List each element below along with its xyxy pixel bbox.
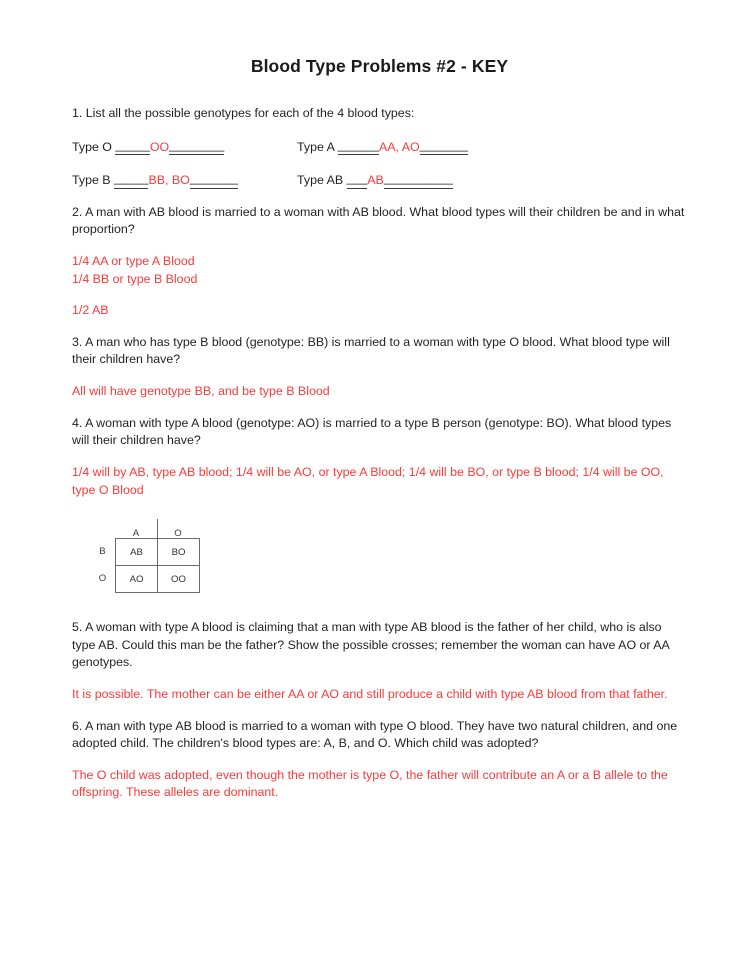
type-b-value: BB, BO bbox=[148, 173, 190, 188]
question-3-prompt: 3. A man who has type B blood (genotype: BB) is married to a woman with type O blood. What blood type will their children have? bbox=[72, 334, 670, 367]
punnett-cell-0-1: BO bbox=[158, 539, 200, 566]
genotype-row-2 bbox=[72, 170, 687, 190]
type-o-label: Type O bbox=[72, 139, 116, 154]
type-a-lead-rule: ______ bbox=[338, 137, 379, 156]
question-2-answer-extra: 1/2 AB bbox=[72, 303, 109, 318]
punnett-cell-1-0: AO bbox=[116, 566, 158, 593]
punnett-row-headers bbox=[90, 538, 115, 593]
genotype-field-type-b bbox=[72, 170, 297, 190]
punnett-col-header-1: A bbox=[132, 527, 140, 539]
type-ab-trail-rule: __________ bbox=[384, 170, 453, 189]
question-2-prompt: 2. A man with AB blood is married to a woman with AB blood. What blood types will their children be and in what proportion? bbox=[72, 204, 685, 237]
genotype-field-type-o bbox=[72, 137, 297, 157]
punnett-cell-1-1: OO bbox=[158, 566, 200, 593]
question-2-answer-line-1: 1/4 AA or type A Blood bbox=[72, 254, 195, 269]
type-o-lead-rule: _____ bbox=[115, 137, 149, 156]
punnett-row-header-1: B bbox=[99, 546, 106, 558]
question-2-answer-line-2: 1/4 BB or type B Blood bbox=[72, 271, 198, 286]
type-ab-lead-rule: ___ bbox=[347, 170, 368, 189]
table-row bbox=[116, 539, 200, 566]
question-4-prompt: 4. A woman with type A blood (genotype: AO) is married to a type B person (genotype: BO). What blood types will their children have? bbox=[72, 415, 672, 448]
genotype-field-type-a bbox=[297, 137, 468, 157]
type-a-label: Type A bbox=[297, 139, 338, 154]
question-5-prompt: 5. A woman with type A blood is claiming that a man with type AB blood is the father of her child, who is also type AB. Could this man be the father? Show the possible crosses; remember the woman can have AO or AA genotypes. bbox=[72, 620, 670, 670]
type-o-value: OO bbox=[149, 139, 170, 154]
genotype-row-1 bbox=[72, 137, 687, 157]
page-title: Blood Type Problems #2 - KEY bbox=[250, 56, 509, 76]
punnett-col-header-2: O bbox=[174, 527, 182, 539]
punnett-column-headers bbox=[90, 519, 240, 538]
type-ab-label: Type AB bbox=[297, 173, 347, 188]
genotype-field-type-ab bbox=[297, 170, 453, 190]
punnett-row-header-2: O bbox=[98, 573, 107, 585]
punnett-header-divider-tick bbox=[157, 519, 158, 538]
question-6-answer: The O child was adopted, even though the mother is type O, the father will contribute an A or a B allele to the offspring. These alleles are dominant. bbox=[72, 767, 668, 800]
type-b-label: Type B bbox=[72, 173, 115, 188]
question-5-answer: It is possible. The mother can be either AA or AO and still produce a child with type AB blood from that father. bbox=[72, 686, 668, 701]
punnett-square bbox=[90, 519, 240, 593]
type-a-value: AA, AO bbox=[379, 139, 420, 154]
type-a-trail-rule: _______ bbox=[420, 137, 468, 156]
question-1-prompt: 1. List all the possible genotypes for each of the 4 blood types: bbox=[72, 106, 415, 120]
question-6-prompt: 6. A man with type AB blood is married to a woman with type O blood. They have two natural children, and one adopted child. The children's blood types are: A, B, and O. Which child was adopted? bbox=[72, 718, 678, 751]
punnett-body bbox=[90, 538, 240, 593]
type-b-trail-rule: _______ bbox=[190, 170, 238, 189]
question-4-answer: 1/4 will by AB, type AB blood; 1/4 will be AO, or type A Blood; 1/4 will be BO, or type B blood; 1/4 will be OO, type O Blood bbox=[72, 464, 664, 497]
table-row bbox=[116, 566, 200, 593]
question-3-answer: All will have genotype BB, and be type B Blood bbox=[72, 384, 330, 399]
type-o-trail-rule: ________ bbox=[169, 137, 224, 156]
punnett-grid bbox=[115, 538, 200, 593]
type-ab-value: AB bbox=[367, 173, 384, 188]
type-b-lead-rule: _____ bbox=[114, 170, 148, 189]
punnett-cell-0-0: AB bbox=[116, 539, 158, 566]
